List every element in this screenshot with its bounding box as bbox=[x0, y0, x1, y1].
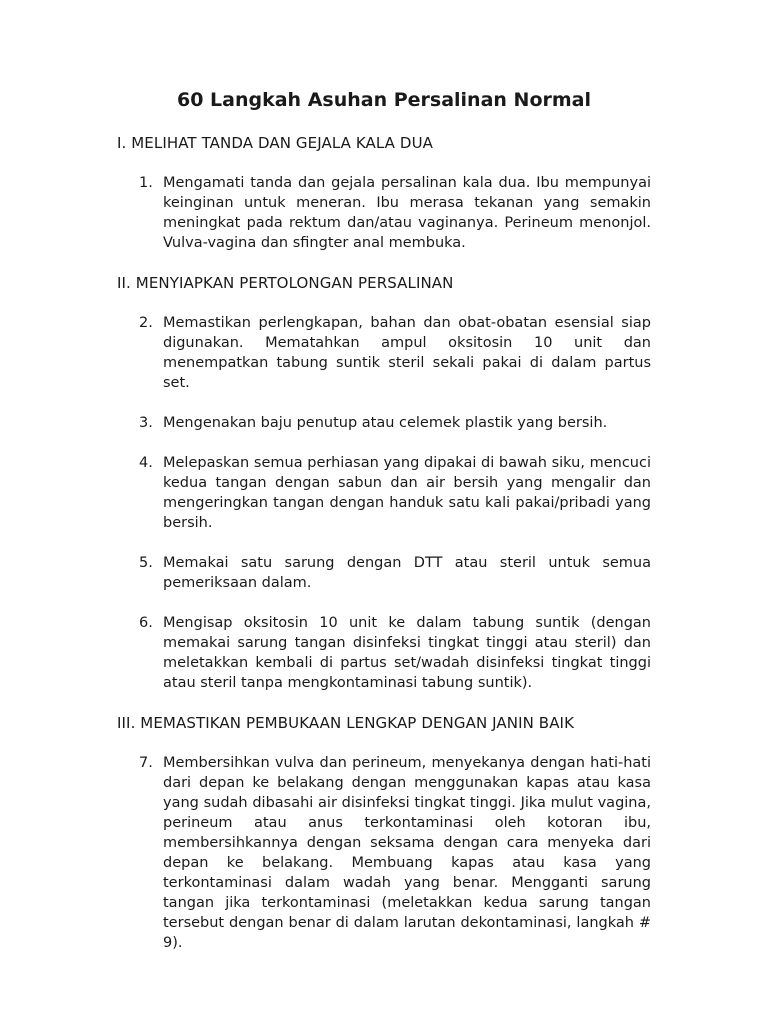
section-3 bbox=[117, 713, 651, 953]
step-number: 3. bbox=[139, 415, 153, 431]
step-text: Melepaskan semua perhiasan yang dipakai di bawah siku, mencuci kedua tangan dengan sabun dan air bersih yang mengalir dan mengeringkan tangan dengan handuk satu kali pakai/pribadi yang bersih. bbox=[163, 455, 651, 531]
step-number: 2. bbox=[139, 315, 153, 331]
step-text: Membersihkan vulva dan perineum, menyekanya dengan hati-hati dari depan ke belakang dengan menggunakan kapas atau kasa yang sudah dibasahi air disinfeksi tingkat tinggi. Jika mulut vagina, perineum atau anus terkontaminasi oleh kotoran ibu, membersihkannya dengan seksama dengan cara menyeka dari depan ke belakang. Membuang kapas atau kasa yang terkontaminasi dalam wadah yang benar. Mengganti sarung tangan jika terkontaminasi (meletakkan kedua sarung tangan tersebut dengan benar di dalam larutan dekontaminasi, langkah # 9). bbox=[163, 755, 651, 951]
section-heading: II. MENYIAPKAN PERTOLONGAN PERSALINAN bbox=[117, 274, 454, 292]
step-item bbox=[117, 173, 651, 253]
section-heading: III. MEMASTIKAN PEMBUKAAN LENGKAP DENGAN JANIN BAIK bbox=[117, 714, 575, 732]
step-number: 7. bbox=[139, 755, 153, 771]
step-text: Mengisap oksitosin 10 unit ke dalam tabung suntik (dengan memakai sarung tangan disinfeksi tingkat tinggi atau steril) dan meletakkan kembali di partus set/wadah disinfeksi tingkat tinggi atau steril tanpa mengkontaminasi tabung suntik). bbox=[163, 615, 651, 691]
step-text: Mengenakan baju penutup atau celemek plastik yang bersih. bbox=[163, 415, 608, 431]
section-2 bbox=[117, 273, 651, 693]
step-item bbox=[117, 453, 651, 533]
step-number: 4. bbox=[139, 455, 153, 471]
step-text: Memakai satu sarung dengan DTT atau steril untuk semua pemeriksaan dalam. bbox=[163, 555, 651, 591]
step-text: Memastikan perlengkapan, bahan dan obat-obatan esensial siap digunakan. Mematahkan ampul oksitosin 10 unit dan menempatkan tabung suntik steril sekali pakai di dalam partus set. bbox=[163, 315, 651, 391]
step-item bbox=[117, 413, 651, 433]
section-1 bbox=[117, 133, 651, 253]
step-item bbox=[117, 613, 651, 693]
step-text: Mengamati tanda dan gejala persalinan kala dua. Ibu mempunyai keinginan untuk meneran. Ibu merasa tekanan yang semakin meningkat pada rektum dan/atau vaginanya. Perineum menonjol. Vulva-vagina dan sfingter anal membuka. bbox=[163, 175, 651, 251]
document-title: 60 Langkah Asuhan Persalinan Normal bbox=[176, 89, 592, 111]
step-number: 6. bbox=[139, 615, 153, 631]
step-number: 1. bbox=[139, 175, 153, 191]
step-item bbox=[117, 753, 651, 953]
step-number: 5. bbox=[139, 555, 153, 571]
section-heading: I. MELIHAT TANDA DAN GEJALA KALA DUA bbox=[117, 134, 434, 152]
step-item bbox=[117, 313, 651, 393]
step-item bbox=[117, 553, 651, 593]
